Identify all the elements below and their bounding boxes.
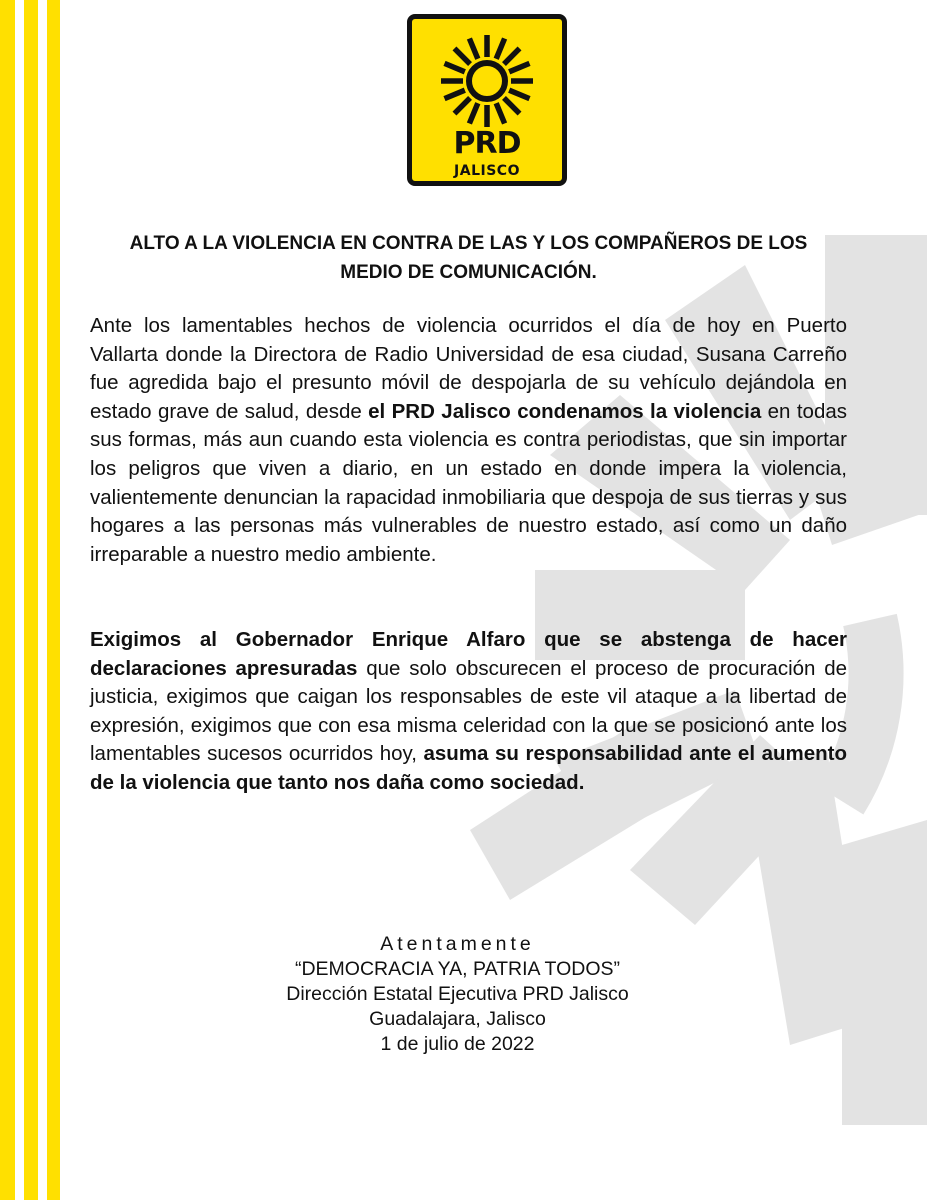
- p2-text-1: que solo obscurecen el proceso de procuración de justicia, exigimos que caigan los responsables de este vil ataque a la libertad de expresión, exigimos que con esa misma celeridad con la que se posicionó ante los lamentables sucesos ocurridos hoy,: [90, 656, 848, 766]
- p2-bold-1: Exigimos al Gobernador Enrique Alfaro que se abstenga de hacer declaraciones apresuradas: [90, 628, 847, 680]
- p1-text-1: Ante los lamentables hechos de violencia ocurridos el día de hoy en Puerto Vallarta donde la Directora de Radio Universidad de esa ciudad, Susana Carreño fue agredida bajo el presunto móvil de despojarla de su vehículo dejándola en estado grave de salud, desde: [90, 314, 847, 423]
- closing-motto: “DEMOCRACIA YA, PATRIA TODOS”: [294, 958, 621, 980]
- logo-party-text: PRD: [453, 126, 521, 161]
- closing-place: Guadalajara, Jalisco: [369, 1008, 546, 1030]
- closing-sender: Dirección Estatal Ejecutiva PRD Jalisco: [286, 983, 629, 1005]
- closing-date: 1 de julio de 2022: [380, 1033, 535, 1055]
- p1-bold-1: el PRD Jalisco condenamos la violencia: [368, 399, 762, 423]
- p2-bold-2: asuma su responsabilidad ante el aumento de la violencia que tanto nos daña como sociedad.: [90, 742, 848, 794]
- paragraph-2: [90, 626, 847, 798]
- closing-block: [230, 932, 685, 1057]
- title-line-1: ALTO A LA VIOLENCIA EN CONTRA DE LAS Y LOS COMPAÑEROS DE LOS: [129, 233, 808, 254]
- paragraph-1: [90, 312, 847, 569]
- page-title: [90, 229, 847, 287]
- title-line-2: MEDIO DE COMUNICACIÓN.: [340, 262, 597, 283]
- logo-state-text: JALISCO: [454, 163, 520, 179]
- prd-jalisco-logo: [407, 14, 567, 186]
- p1-text-2: en todas sus formas, más aun cuando esta violencia es contra periodistas, que sin importar los peligros que viven a diario, en un estado en donde impera la violencia, valientemente denuncian la rapacidad inmobiliaria que despoja de sus tierras y sus hogares a las personas más vulnerables de nuestro estado, así como un daño irreparable a nuestro medio ambiente.: [90, 399, 847, 566]
- closing-salutation: Atentamente: [380, 933, 535, 955]
